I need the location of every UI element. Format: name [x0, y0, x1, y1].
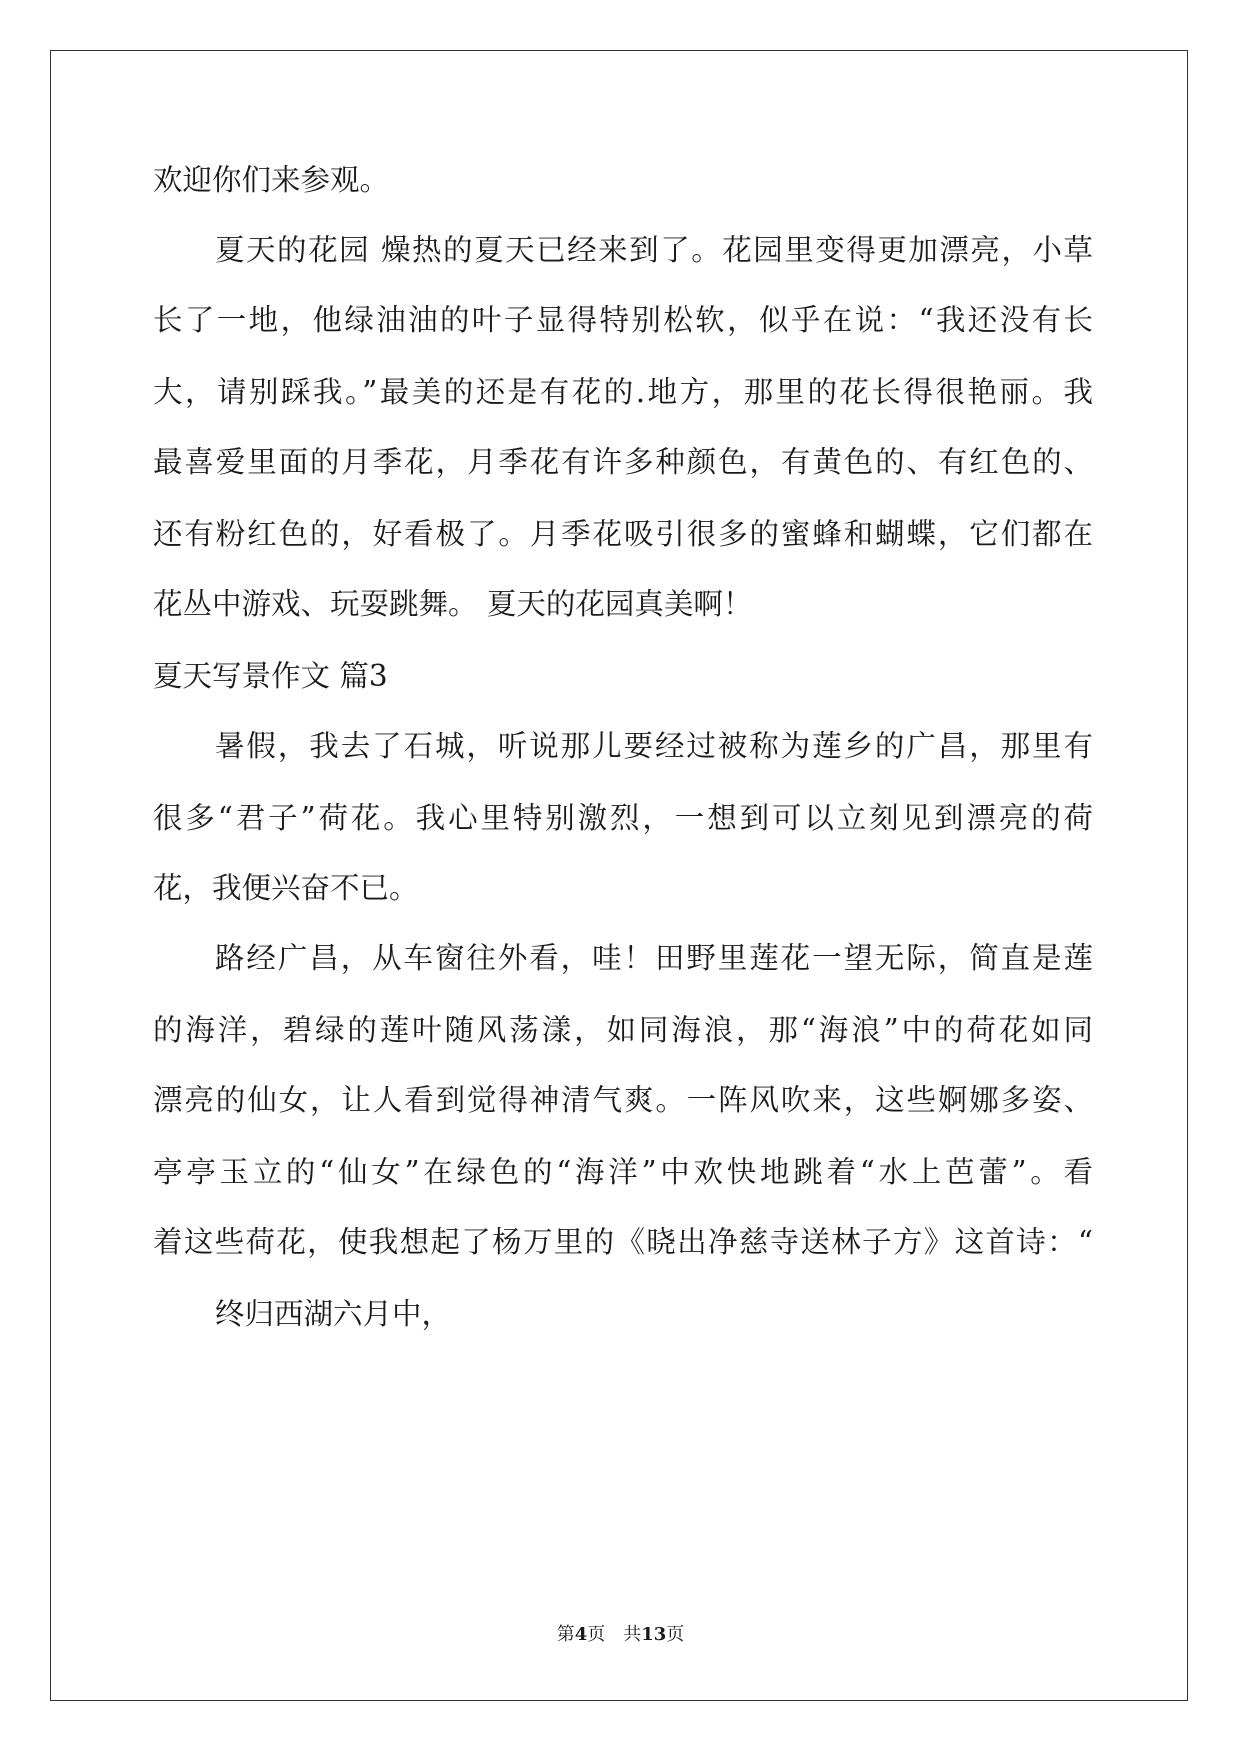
paragraph-start: 夏天的花园 燥热的夏天已经来到了。花园里变得更加漂亮，小草: [215, 233, 1093, 267]
footer-prefix: 第: [556, 1624, 575, 1645]
paragraph-start: 暑假，我去了石城，听说那儿要经过被称为莲乡的广昌，那里有: [215, 729, 1093, 763]
text-line: 的海洋，碧绿的莲叶随风荡漾，如同海浪，那“海浪”中的荷花如同: [153, 1013, 1093, 1047]
text-line: 欢迎你们来参观。: [153, 163, 390, 197]
text-line: 漂亮的仙女，让人看到觉得神清气爽。一阵风吹来，这些婀娜多姿、: [153, 1083, 1093, 1117]
text-line: 大，请别踩我。”最美的还是有花的.地方，那里的花长得很艳丽。我: [153, 375, 1093, 409]
text-line: 着这些荷花，使我想起了杨万里的《晓出净慈寺送林子方》这首诗：“: [153, 1225, 1093, 1259]
page-footer: [0, 1623, 1241, 1647]
text-line: 很多“君子”荷花。我心里特别激烈，一想到可以立刻见到漂亮的荷: [153, 801, 1093, 835]
text-line: 还有粉红色的，好看极了。月季花吸引很多的蜜蜂和蝴蝶，它们都在: [153, 517, 1093, 551]
footer-suffix: 页: [666, 1624, 685, 1645]
total-pages-number: 13: [641, 1624, 667, 1645]
text-line: 长了一地，他绿油油的叶子显得特别松软，似乎在说：“我还没有长: [153, 303, 1093, 337]
section-heading: 夏天写景作文 篇3: [153, 659, 388, 693]
text-line: 最喜爱里面的月季花，月季花有许多种颜色，有黄色的、有红色的、: [153, 445, 1093, 479]
text-line: 花，我便兴奋不已。: [153, 871, 419, 905]
current-page-number: 4: [574, 1624, 588, 1645]
footer-mid: 页 共: [587, 1624, 642, 1645]
paragraph-start: 路经广昌，从车窗往外看，哇！田野里莲花一望无际，简直是莲: [215, 941, 1093, 975]
text-line: 亭亭玉立的“仙女”在绿色的“海洋”中欢快地跳着“水上芭蕾”。看: [153, 1155, 1093, 1189]
paragraph-start: 终归西湖六月中，: [215, 1297, 452, 1331]
text-line: 花丛中游戏、玩耍跳舞。 夏天的花园真美啊！: [153, 587, 753, 621]
